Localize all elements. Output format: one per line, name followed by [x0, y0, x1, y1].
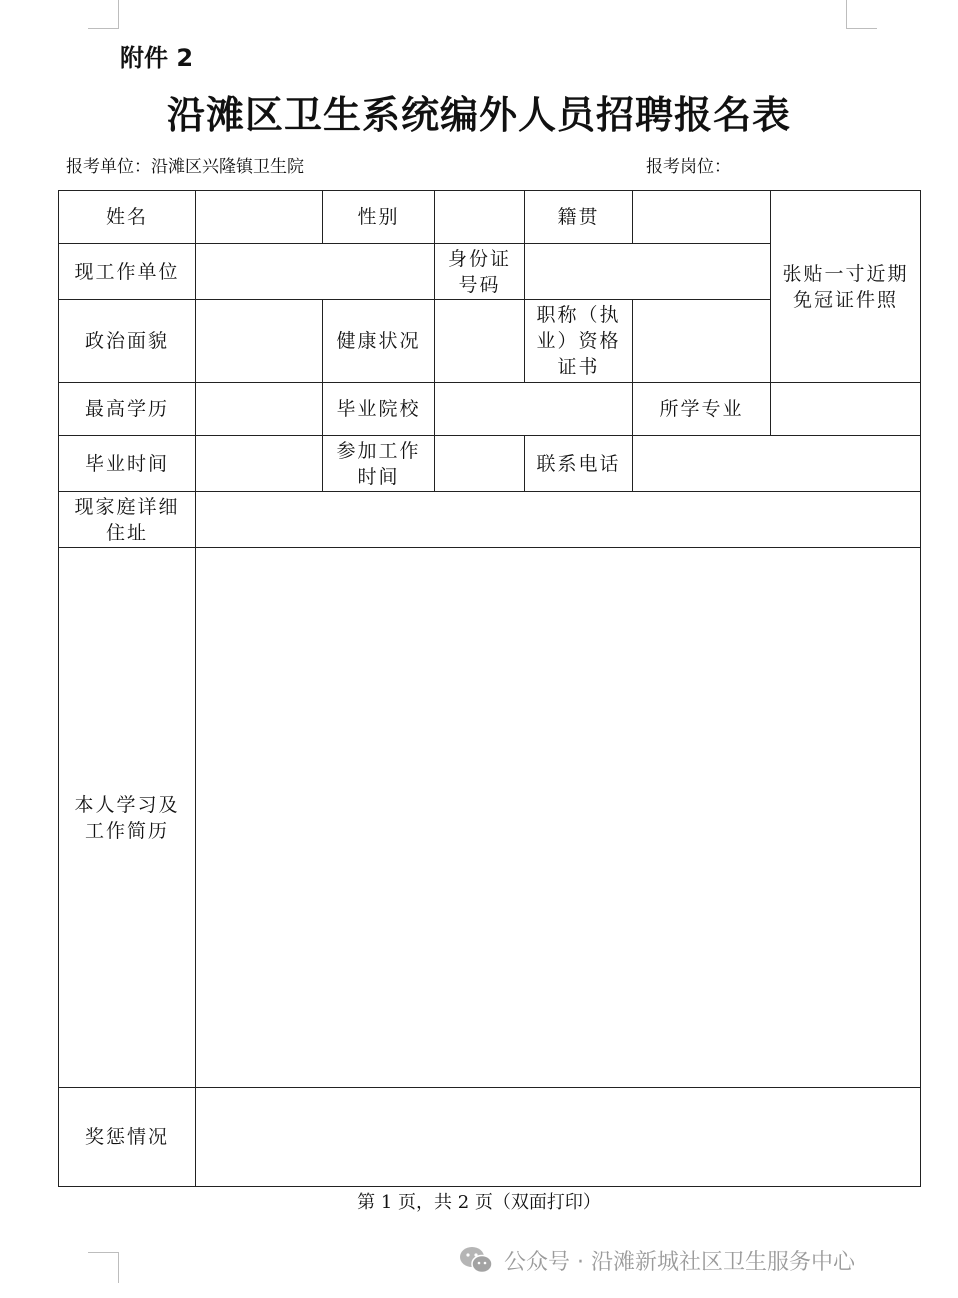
field-rewards[interactable] — [196, 1088, 921, 1187]
crop-mark-top-right — [846, 0, 877, 29]
field-gender[interactable] — [435, 191, 525, 244]
label-resume: 本人学习及工作简历 — [59, 548, 196, 1088]
label-title-cert: 职称（执业）资格证书 — [525, 300, 633, 383]
watermark — [458, 1243, 855, 1277]
label-native-place: 籍贯 — [525, 191, 633, 244]
field-id-number[interactable] — [525, 244, 771, 300]
field-name[interactable] — [196, 191, 323, 244]
field-graduation-time[interactable] — [196, 436, 323, 492]
label-rewards: 奖惩情况 — [59, 1088, 196, 1187]
label-graduate-school: 毕业院校 — [323, 383, 435, 436]
label-name: 姓名 — [59, 191, 196, 244]
applied-unit: 报考单位：沿滩区兴隆镇卫生院 — [66, 157, 304, 177]
field-title-cert[interactable] — [633, 300, 771, 383]
crop-mark-bottom-left — [88, 1252, 119, 1283]
label-phone: 联系电话 — [525, 436, 633, 492]
label-major: 所学专业 — [633, 383, 771, 436]
field-health-status[interactable] — [435, 300, 525, 383]
registration-form — [58, 190, 921, 1187]
page-title: 沿滩区卫生系统编外人员招聘报名表 — [166, 92, 791, 137]
field-home-address[interactable] — [196, 492, 921, 548]
wechat-icon — [458, 1245, 494, 1275]
label-highest-education: 最高学历 — [59, 383, 196, 436]
field-graduate-school[interactable] — [435, 383, 633, 436]
label-id-number: 身份证号码 — [435, 244, 525, 300]
applied-position: 报考岗位： — [646, 157, 731, 177]
label-health-status: 健康状况 — [323, 300, 435, 383]
field-resume[interactable] — [196, 548, 921, 1088]
photo-box[interactable]: 张贴一寸近期免冠证件照 — [771, 191, 921, 383]
label-current-employer: 现工作单位 — [59, 244, 196, 300]
crop-mark-top-left — [88, 0, 119, 29]
field-phone[interactable] — [633, 436, 921, 492]
field-political-status[interactable] — [196, 300, 323, 383]
label-home-address: 现家庭详细住址 — [59, 492, 196, 548]
label-work-start-time: 参加工作时间 — [323, 436, 435, 492]
label-graduation-time: 毕业时间 — [59, 436, 196, 492]
label-political-status: 政治面貌 — [59, 300, 196, 383]
page-footer: 第 1 页，共 2 页（双面打印） — [357, 1192, 601, 1213]
attachment-label: 附件 2 — [120, 44, 194, 72]
watermark-text: 公众号 · 沿滩新城社区卫生服务中心 — [504, 1249, 855, 1275]
field-highest-education[interactable] — [196, 383, 323, 436]
field-native-place[interactable] — [633, 191, 771, 244]
field-work-start-time[interactable] — [435, 436, 525, 492]
label-gender: 性别 — [323, 191, 435, 244]
field-major[interactable] — [771, 383, 921, 436]
field-current-employer[interactable] — [196, 244, 435, 300]
